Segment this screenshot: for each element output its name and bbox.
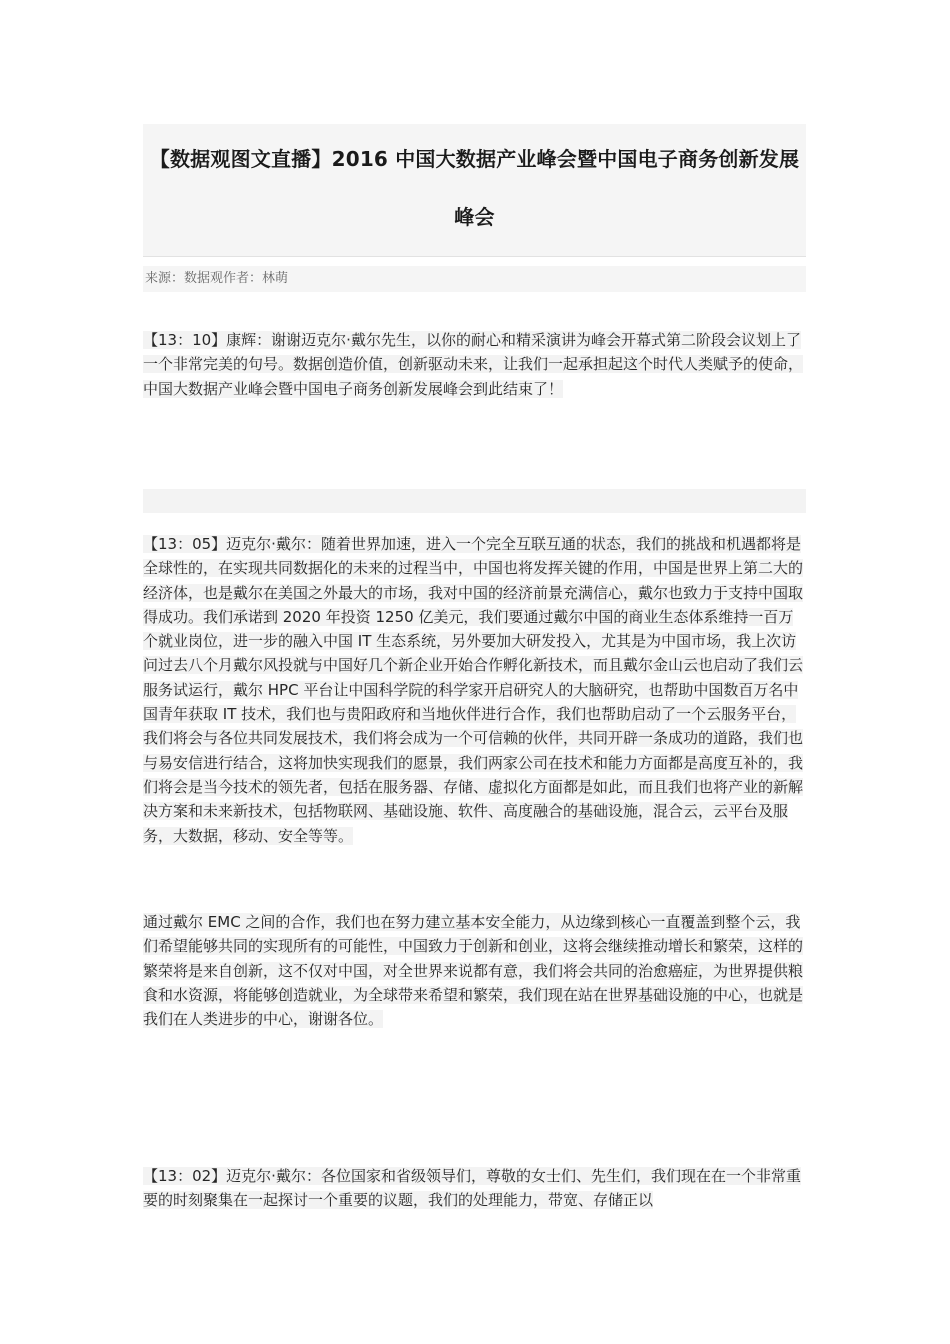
article-title: 【数据观图文直播】2016 中国大数据产业峰会暨中国电子商务创新发展峰会 (149, 147, 800, 229)
entry-text: 【13：05】迈克尔·戴尔：随着世界加速，进入一个完全互联互通的状态，我们的挑战和机遇都将是全球性的，在实现共同数据化的未来的过程当中，中国也将发挥关键的作用，中国是世界上第二大的经济体，也是戴尔在美国之外最大的市场，我对中国的经济前景充满信心，戴尔也致力于支持中国取得成功。我们承诺到 2020 年投资 1250 亿美元，我们要通过戴尔中国的商业生态体系维持一百万个就业岗位，进一步的融入中国 IT 生态系统，另外要加大研发投入，尤其是为中国市场，我上次访问过去八个月戴尔风投就与中国好几个新企业开始合作孵化新技术，而且戴尔金山云也启动了我们云服务试运行，戴尔 HPC 平台让中国科学院的科学家开启研究人的大脑研究，也帮助中国数百万名中国青年获取 IT 技术，我们也与贵阳政府和当地伙伴进行合作，我们也帮助启动了一个云服务平台，我们将会与各位共同发展技术，我们将会成为一个可信赖的伙伴，共同开辟一条成功的道路，我们也与易安信进行结合，这将加快实现我们的愿景，我们两家公司在技术和能力方面都是高度互补的，我们将会是当今技术的领先者，包括在服务器、存储、虚拟化方面都是如此，而且我们也将产业的新解决方案和未来新技术，包括物联网、基础设施、软件、高度融合的基础设施，混合云，云平台及服务，大数据，移动、安全等等。 (143, 535, 804, 845)
entry-text: 【13：02】迈克尔·戴尔：各位国家和省级领导们，尊敬的女士们、先生们，我们现在在一个非常重要的时刻聚集在一起探讨一个重要的议题，我们的处理能力，带宽、存储正以 (143, 1167, 801, 1210)
live-entry-1310 (143, 328, 808, 401)
entry-text: 【13：10】康辉：谢谢迈克尔·戴尔先生，以你的耐心和精采演讲为峰会开幕式第二阶段会议划上了一个非常完美的句号。数据创造价值，创新驱动未来，让我们一起承担起这个时代人类赋予的使命，中国大数据产业峰会暨中国电子商务创新发展峰会到此结束了！ (143, 331, 804, 398)
live-entry-1305 (143, 532, 808, 848)
entry-text: 通过戴尔 EMC 之间的合作，我们也在努力建立基本安全能力，从边缘到核心一直覆盖到整个云，我们希望能够共同的实现所有的可能性，中国致力于创新和创业，这将会继续推动增长和繁荣，这样的繁荣将是来自创新，这不仅对中国，对全世界来说都有意，我们将会共同的治愈癌症，为世界提供粮食和水资源，将能够创造就业，为全球带来希望和繁荣，我们现在站在世界基础设施的中心，也就是我们在人类进步的中心，谢谢各位。 (143, 913, 804, 1029)
title-box (143, 124, 806, 257)
live-entry-1305-continued (143, 910, 808, 1031)
live-entry-1302 (143, 1164, 808, 1213)
source-line: 来源：数据观作者：林萌 (143, 266, 806, 292)
divider-band (143, 489, 806, 513)
